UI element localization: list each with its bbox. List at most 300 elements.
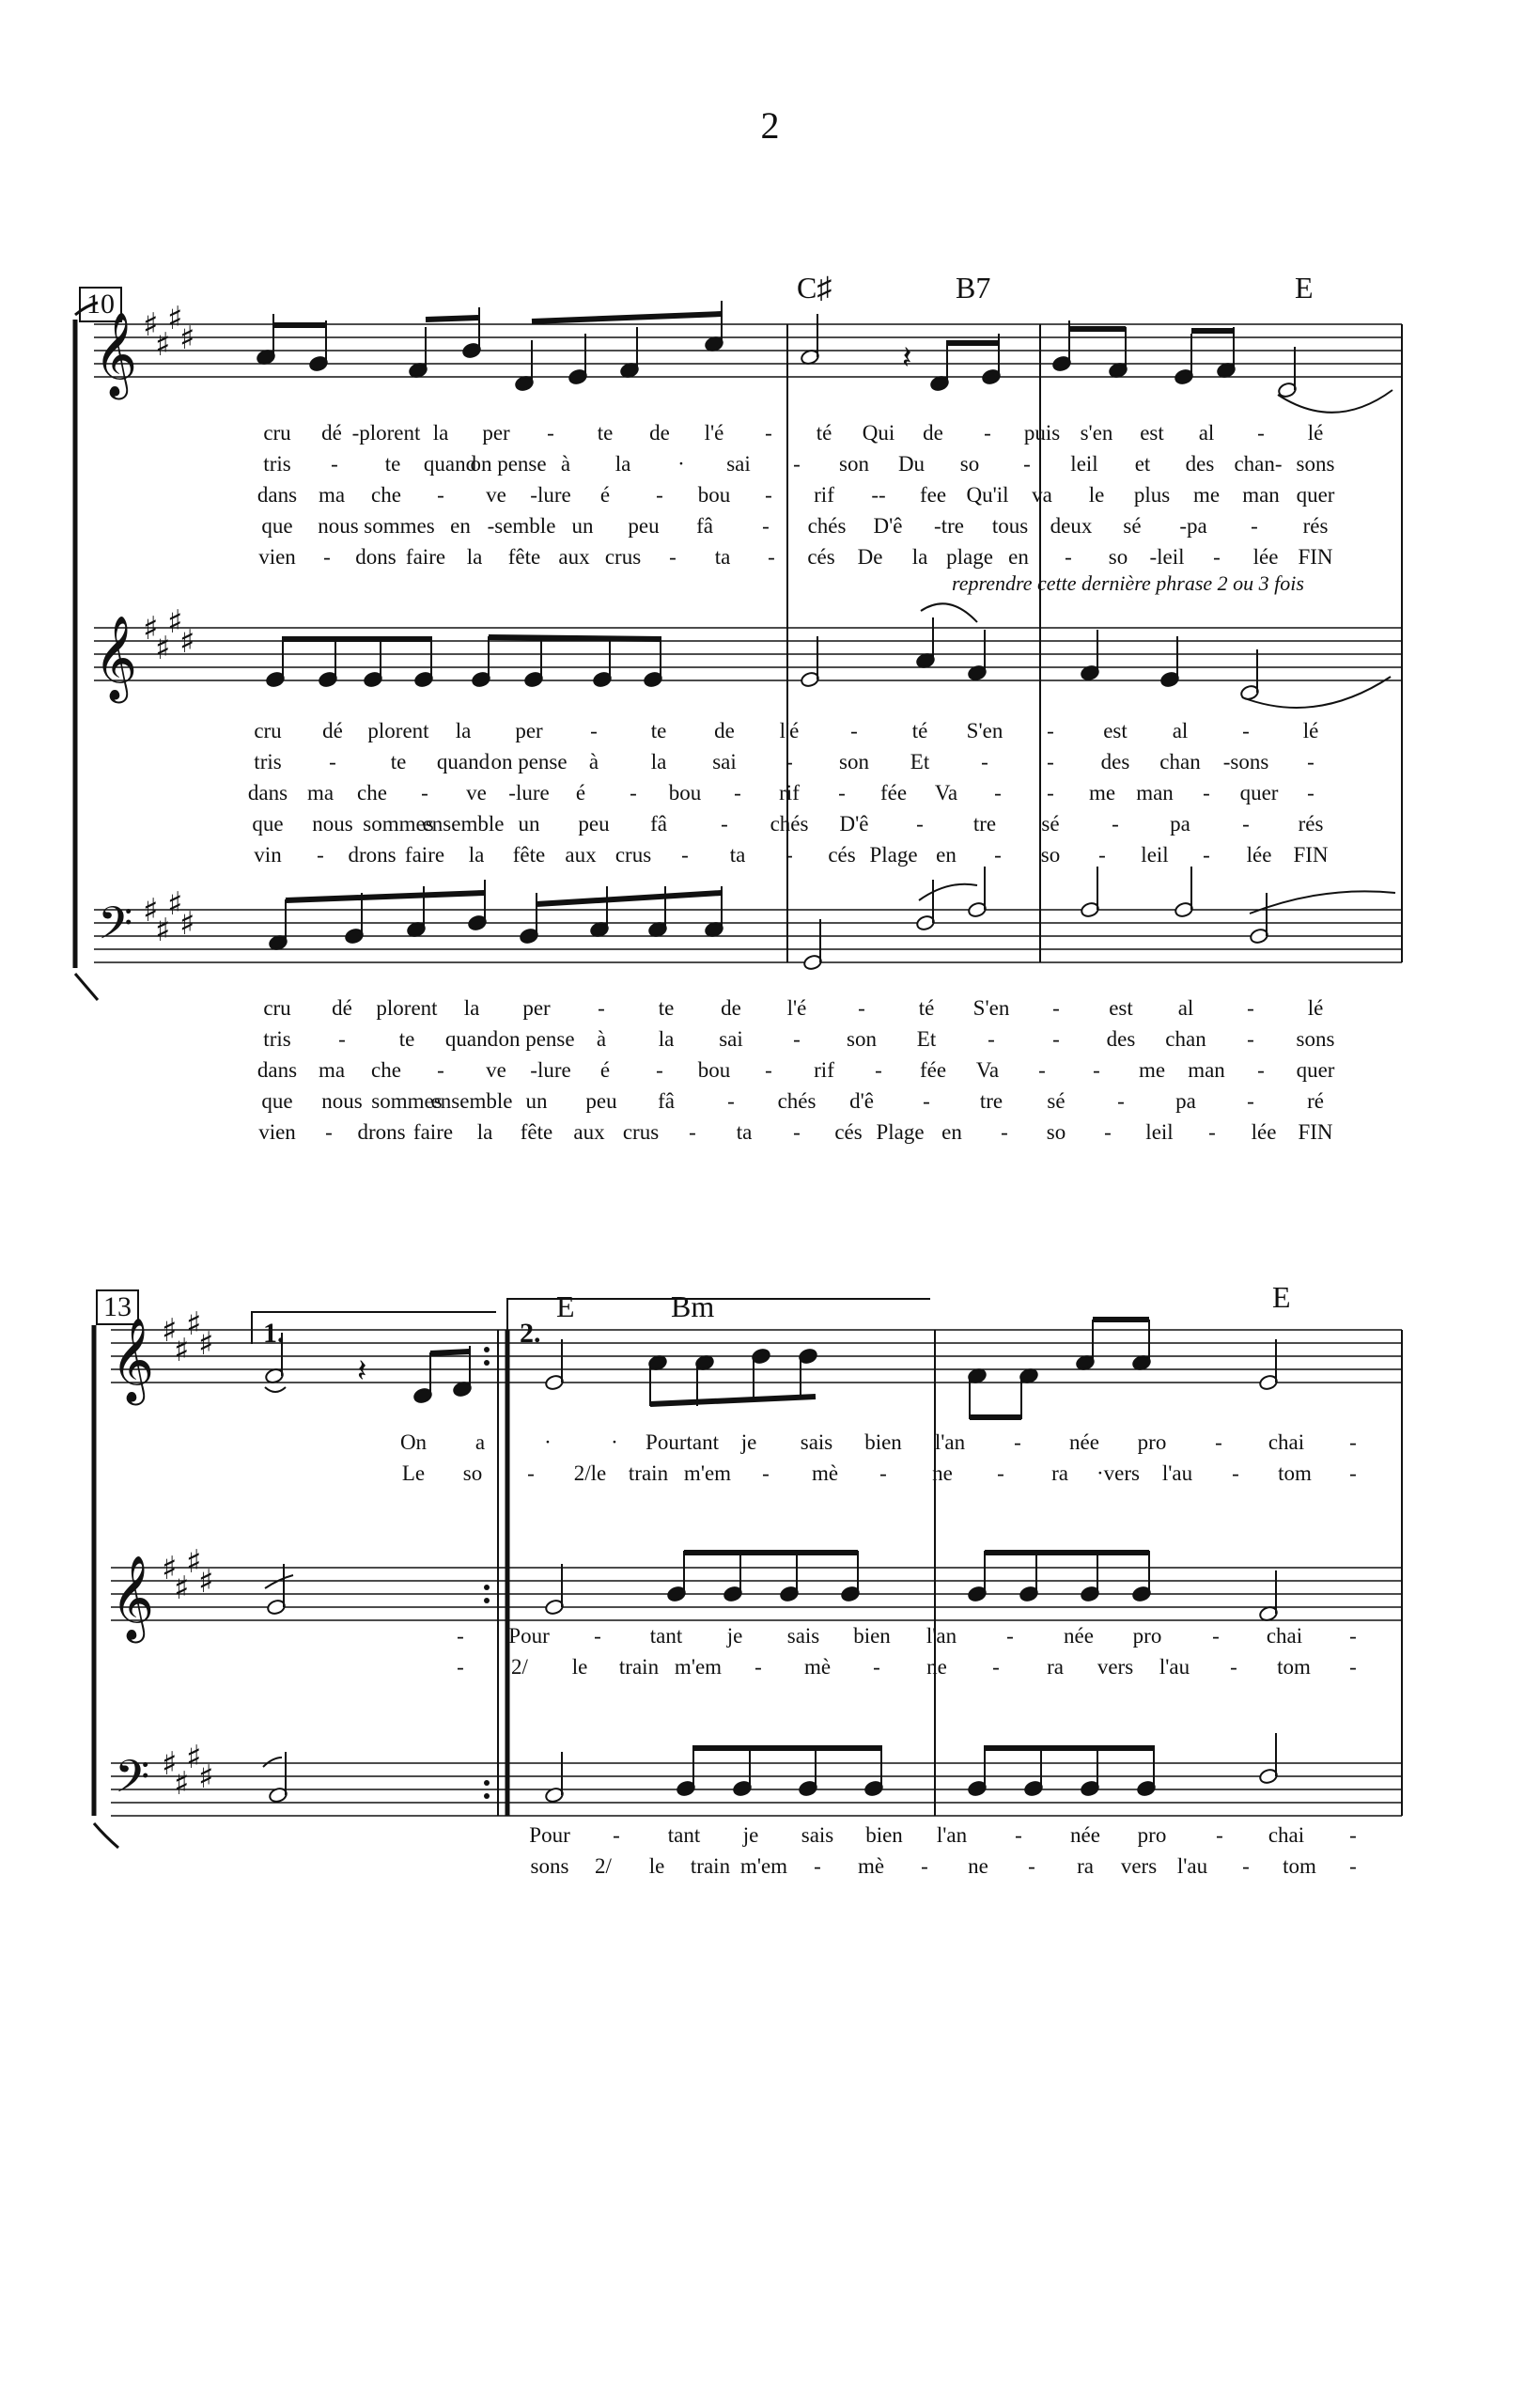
- lyric-syllable: vers: [1120, 1854, 1158, 1878]
- lyric-syllable: quer: [1296, 483, 1335, 507]
- sharp-sign: ♯: [162, 1745, 178, 1783]
- lyric-syllable: -: [325, 1120, 333, 1144]
- sharp-sign: ♯: [179, 905, 195, 943]
- slur: [265, 1575, 293, 1588]
- chord-e-2: E: [556, 1289, 575, 1323]
- lyric-syllable: pro: [1137, 1430, 1167, 1454]
- lyric-syllable: dé: [321, 421, 342, 445]
- lyric-syllable: chan: [1159, 750, 1201, 773]
- sharp-sign: ♯: [186, 1739, 202, 1776]
- lyric-syllable: sommes: [363, 812, 434, 836]
- lyric-syllable: -: [814, 1854, 821, 1878]
- lyric-syllable: man: [1242, 483, 1280, 507]
- lyric-syllable: al: [1177, 996, 1194, 1020]
- lyric-syllable: -: [681, 843, 689, 867]
- lyric-syllable: sais: [786, 1624, 820, 1648]
- lyric-syllable: cés: [828, 843, 856, 867]
- measure-number-13: 13: [96, 1289, 139, 1325]
- lyric-syllable: fâ: [650, 812, 667, 836]
- sharp-sign: ♯: [167, 885, 183, 923]
- chord-e-3: E: [1272, 1280, 1291, 1314]
- lyric-syllable: leil: [1145, 1120, 1174, 1144]
- lyric-syllable: Et: [916, 1027, 937, 1051]
- lyric-syllable: te: [390, 750, 407, 773]
- lyric-syllable: leil: [1141, 843, 1169, 867]
- sharp-sign: ♯: [155, 912, 171, 949]
- lyric-syllable: -: [1216, 1823, 1223, 1847]
- lyric-syllable: -: [1247, 996, 1254, 1020]
- lyric-syllable: son: [839, 750, 869, 773]
- sharp-sign: ♯: [174, 1765, 190, 1803]
- lyric-syllable: née: [1064, 1624, 1094, 1648]
- sharp-sign: ♯: [155, 326, 171, 364]
- lyric-syllable: man: [1136, 781, 1174, 805]
- lyric-syllable: des: [1100, 750, 1130, 773]
- lyric-syllable: so: [462, 1461, 483, 1485]
- lyric-syllable: fâ: [696, 514, 713, 538]
- sharp-sign: ♯: [167, 603, 183, 641]
- lyric-syllable: -: [1028, 1854, 1035, 1878]
- lyric-syllable: nous: [321, 1089, 363, 1113]
- lyric-syllable: quand: [436, 750, 490, 773]
- lyric-syllable: tre: [972, 812, 997, 836]
- lyric-syllable: ra: [1047, 1655, 1064, 1679]
- lyric-syllable: l'au: [1159, 1655, 1190, 1679]
- lyric-syllable: Qui: [862, 421, 895, 445]
- lyric-syllable: vien: [258, 1120, 296, 1144]
- lyric-syllable: crus: [622, 1120, 660, 1144]
- lyric-syllable: sé: [1047, 1089, 1066, 1113]
- slur: [919, 884, 977, 900]
- lyric-syllable: -: [527, 1461, 535, 1485]
- lyric-syllable: le: [1088, 483, 1105, 507]
- lyric-syllable: so: [1108, 545, 1128, 569]
- sharp-sign: ♯: [174, 1570, 190, 1607]
- lyric-syllable: l'an: [926, 1624, 957, 1648]
- lyric-syllable: le: [571, 1655, 588, 1679]
- lyric-syllable: -: [994, 843, 1002, 867]
- lyric-syllable: fête: [520, 1120, 553, 1144]
- lyric-syllable: rés: [1302, 514, 1329, 538]
- lyric-syllable: nous: [312, 812, 353, 836]
- lyric-syllable: bou: [697, 483, 731, 507]
- lyric-syllable: tre: [979, 1089, 1003, 1113]
- lyric-syllable: puis: [1023, 421, 1061, 445]
- lyric-syllable: té: [918, 996, 935, 1020]
- sharp-sign: ♯: [162, 1312, 178, 1350]
- sharp-sign: ♯: [198, 1758, 214, 1796]
- lyric-syllable: -: [786, 750, 793, 773]
- lyric-syllable: -pa: [1179, 514, 1207, 538]
- lyric-syllable: -: [1117, 1089, 1125, 1113]
- lyric-syllable: sons: [530, 1854, 569, 1878]
- lyric-syllable: -: [1349, 1430, 1357, 1454]
- lyric-syllable: -: [786, 843, 793, 867]
- beam: [537, 893, 722, 904]
- lyric-syllable: ne: [932, 1461, 953, 1485]
- lyric-syllable: -: [1203, 843, 1210, 867]
- lyric-syllable: fête: [507, 545, 541, 569]
- lyric-syllable: -lure: [530, 483, 571, 507]
- lyric-syllable: ·: [677, 452, 685, 476]
- lyric-syllable: FIN: [1298, 545, 1333, 569]
- lyric-syllable: -: [323, 545, 331, 569]
- lyric-syllable: en: [941, 1120, 962, 1144]
- lyric-syllable: train: [628, 1461, 669, 1485]
- slur: [265, 1387, 286, 1392]
- lyric-syllable: quer: [1296, 1058, 1335, 1082]
- lyric-syllable: sommes: [364, 514, 435, 538]
- system-bracket: [94, 1823, 118, 1848]
- lyric-syllable: rif: [779, 781, 800, 805]
- lyric-syllable: ta: [729, 843, 746, 867]
- lyric-syllable: té: [911, 719, 928, 742]
- lyric-syllable: ma: [318, 1058, 346, 1082]
- lyric-syllable: -: [921, 1854, 928, 1878]
- lyric-syllable: ré: [1307, 1089, 1324, 1113]
- lyric-syllable: te: [597, 421, 614, 445]
- beam: [430, 1351, 470, 1353]
- lyric-syllable: est: [1103, 719, 1128, 742]
- lyric-syllable: bien: [865, 1823, 903, 1847]
- lyric-syllable: aux: [565, 843, 597, 867]
- slur: [1242, 677, 1391, 708]
- sharp-sign: ♯: [179, 320, 195, 357]
- lyric-syllable: FIN: [1298, 1120, 1333, 1144]
- lyric-syllable: la: [455, 719, 472, 742]
- lyric-syllable: m'em: [683, 1461, 732, 1485]
- lyric-syllable: l'an: [936, 1823, 968, 1847]
- lyric-syllable: train: [618, 1655, 660, 1679]
- quarter-rest: 𝄽: [357, 1352, 367, 1390]
- lyric-syllable: que: [252, 812, 284, 836]
- lyric-syllable: -: [992, 1655, 1000, 1679]
- lyric-syllable: vien: [258, 545, 296, 569]
- lyric-syllable: me: [1088, 781, 1116, 805]
- lyric-syllable: la: [650, 750, 667, 773]
- lyric-syllable: -lure: [508, 781, 550, 805]
- lyric-syllable: des: [1185, 452, 1215, 476]
- lyric-syllable: lé: [1307, 996, 1324, 1020]
- sharp-sign: ♯: [179, 623, 195, 661]
- lyric-syllable: -: [317, 843, 324, 867]
- sharp-sign: ♯: [143, 610, 159, 648]
- sharp-sign: ♯: [143, 306, 159, 344]
- lyric-syllable: ma: [318, 483, 346, 507]
- lyric-syllable: peu: [585, 1089, 617, 1113]
- lyric-syllable: pa: [1175, 1089, 1196, 1113]
- lyric-syllable: ·: [544, 1430, 552, 1454]
- lyric-syllable: en: [1008, 545, 1029, 569]
- lyric-syllable: -: [879, 1461, 887, 1485]
- lyric-syllable: fée: [919, 1058, 947, 1082]
- lyric-syllable: en: [936, 843, 957, 867]
- lyric-syllable: -: [1242, 812, 1250, 836]
- lyric-syllable: -: [1349, 1624, 1357, 1648]
- lyric-syllable: un: [525, 1089, 548, 1113]
- lyric-syllable: é: [599, 1058, 611, 1082]
- lyric-syllable: vers: [1097, 1655, 1134, 1679]
- volta-bracket: [507, 1299, 930, 1344]
- lyric-syllable: -: [1349, 1854, 1357, 1878]
- beam: [532, 314, 722, 321]
- repeat-dot: [484, 1585, 490, 1590]
- lyric-syllable: chés: [770, 812, 809, 836]
- lyric-syllable: la: [911, 545, 928, 569]
- lyric-syllable: on pense: [470, 452, 547, 476]
- lyric-syllable: l'é: [704, 421, 724, 445]
- lyric-syllable: un: [518, 812, 540, 836]
- lyric-syllable: -: [1098, 843, 1106, 867]
- lyric-syllable: -: [1047, 750, 1054, 773]
- treble-clef: 𝄞: [111, 1318, 155, 1402]
- lyric-syllable: l'an: [934, 1430, 966, 1454]
- lyric-syllable: chés: [807, 514, 847, 538]
- lyric-syllable: tom: [1278, 1461, 1312, 1485]
- lyric-syllable: S'en: [966, 719, 1003, 742]
- lyric-syllable: leil: [1070, 452, 1098, 476]
- sharp-sign: ♯: [198, 1563, 214, 1601]
- lyric-syllable: -: [923, 1089, 930, 1113]
- lyric-syllable: -: [765, 483, 772, 507]
- sharp-sign: ♯: [167, 300, 183, 337]
- lyric-syllable: -: [338, 1027, 346, 1051]
- lyric-syllable: je: [742, 1823, 759, 1847]
- lyric-syllable: ·: [611, 1430, 618, 1454]
- lyric-syllable: -: [793, 1027, 801, 1051]
- lyric-syllable: -: [1038, 1058, 1046, 1082]
- lyric-syllable: -leil: [1149, 545, 1185, 569]
- lyric-syllable: D'ê: [839, 812, 869, 836]
- lyric-syllable: -: [1047, 781, 1054, 805]
- lyric-syllable: -: [1242, 1854, 1250, 1878]
- lyric-syllable: sai: [719, 1027, 743, 1051]
- lyric-syllable: -: [669, 545, 677, 569]
- lyric-syllable: -: [1251, 514, 1258, 538]
- lyric-syllable: -: [734, 781, 741, 805]
- lyric-syllable: mè: [803, 1655, 832, 1679]
- lyric-syllable: -: [598, 996, 605, 1020]
- lyric-syllable: Le: [401, 1461, 426, 1485]
- repeat-instruction: reprendre cette dernière phrase 2 ou 3 fois: [952, 571, 1304, 595]
- lyric-syllable: tris: [254, 750, 282, 773]
- lyric-syllable: faire: [412, 1120, 454, 1144]
- lyric-syllable: -: [793, 1120, 801, 1144]
- lyric-syllable: ensemble: [422, 812, 505, 836]
- lyric-syllable: pa: [1170, 812, 1190, 836]
- lyric-syllable: bien: [853, 1624, 891, 1648]
- lyric-syllable: -: [1257, 421, 1265, 445]
- lyric-syllable: -: [981, 750, 988, 773]
- sharp-sign: ♯: [155, 630, 171, 667]
- lyric-syllable: d'ê: [849, 1089, 874, 1113]
- lyric-syllable: lé: [1307, 421, 1324, 445]
- lyric-syllable: -: [1047, 719, 1054, 742]
- lyric-syllable: fée: [879, 781, 908, 805]
- lyric-syllable: -: [590, 719, 598, 742]
- lyric-syllable: -: [1247, 1089, 1254, 1113]
- lyric-syllable: ra: [1051, 1461, 1068, 1485]
- lyric-syllable: -: [421, 781, 428, 805]
- sharp-sign: ♯: [186, 1543, 202, 1581]
- lyric-syllable: -: [997, 1461, 1004, 1485]
- lyric-syllable: à: [596, 1027, 607, 1051]
- lyric-syllable: che: [371, 1058, 401, 1082]
- lyric-syllable: é: [575, 781, 586, 805]
- lyric-syllable: Pour: [508, 1624, 550, 1648]
- lyric-syllable: son: [847, 1027, 877, 1051]
- lyric-syllable: tom: [1277, 1655, 1311, 1679]
- lyric-syllable: dans: [247, 781, 288, 805]
- lyric-syllable: ma: [306, 781, 334, 805]
- lyric-syllable: deux: [1050, 514, 1093, 538]
- lyric-syllable: née: [1069, 1430, 1099, 1454]
- lyric-syllable: -: [1006, 1624, 1014, 1648]
- lyric-syllable: per: [482, 421, 510, 445]
- lyric-syllable: -semble: [487, 514, 556, 538]
- lyric-syllable: -: [1112, 812, 1119, 836]
- lyric-syllable: chai: [1268, 1430, 1305, 1454]
- lyric-syllable: -: [875, 1058, 882, 1082]
- lyric-syllable: sommes: [371, 1089, 443, 1113]
- lyric-syllable: chan-: [1234, 452, 1283, 476]
- beam: [650, 1397, 816, 1404]
- lyric-syllable: sons: [1296, 452, 1335, 476]
- slur: [921, 603, 977, 622]
- lyric-syllable: de: [714, 719, 735, 742]
- lyric-syllable: -: [1023, 452, 1031, 476]
- lyric-syllable: -: [1015, 1823, 1022, 1847]
- lyric-syllable: te: [398, 1027, 415, 1051]
- lyric-syllable: cru: [263, 996, 291, 1020]
- sharp-sign: ♯: [143, 892, 159, 930]
- lyric-syllable: -: [656, 1058, 663, 1082]
- lyric-syllable: sais: [801, 1823, 834, 1847]
- lyric-syllable: -: [1208, 1120, 1216, 1144]
- sharp-sign: ♯: [186, 1305, 202, 1343]
- lyric-syllable: dé: [332, 996, 352, 1020]
- lyric-syllable: ve: [486, 483, 506, 507]
- lyric-syllable: quand: [444, 1027, 499, 1051]
- lyric-syllable: -: [1215, 1430, 1222, 1454]
- lyric-syllable: mè: [857, 1854, 885, 1878]
- lyric-syllable: m'em: [674, 1655, 723, 1679]
- lyric-syllable: Va: [975, 1058, 1000, 1082]
- sharp-sign: ♯: [174, 1332, 190, 1369]
- lyric-syllable: -: [850, 719, 858, 742]
- lyric-syllable: cés: [834, 1120, 863, 1144]
- lyric-syllable: nous: [318, 514, 359, 538]
- lyric-syllable: de: [923, 421, 943, 445]
- lyric-syllable: -: [916, 812, 924, 836]
- bass-clef: 𝄢: [98, 897, 133, 961]
- lyric-syllable: ensemble: [430, 1089, 513, 1113]
- lyric-syllable: ve: [486, 1058, 506, 1082]
- lyric-syllable: per: [522, 996, 551, 1020]
- lyric-syllable: -: [457, 1624, 464, 1648]
- lyric-syllable: je: [726, 1624, 743, 1648]
- lyric-syllable: quer: [1239, 781, 1279, 805]
- lyric-syllable: S'en: [972, 996, 1010, 1020]
- lyric-syllable: l'au: [1161, 1461, 1193, 1485]
- lyric-syllable: plus: [1133, 483, 1171, 507]
- lyric-syllable: aux: [558, 545, 590, 569]
- lyric-syllable: Pourtant: [646, 1430, 719, 1454]
- lyric-syllable: -: [1052, 996, 1060, 1020]
- lyric-syllable: -: [1093, 1058, 1100, 1082]
- lyric-syllable: -: [765, 421, 772, 445]
- lyric-syllable: Du: [897, 452, 926, 476]
- lyric-syllable: drons: [357, 1120, 406, 1144]
- lyric-syllable: bou: [668, 781, 702, 805]
- lyric-syllable: ta: [736, 1120, 753, 1144]
- lyric-syllable: la: [466, 545, 483, 569]
- volta-bracket: [252, 1312, 496, 1344]
- lyric-syllable: rés: [1298, 812, 1324, 836]
- lyric-syllable: -: [1001, 1120, 1008, 1144]
- lyric-syllable: va: [1032, 483, 1052, 507]
- lyric-syllable: que: [261, 514, 293, 538]
- volta-1-label: 1.: [263, 1318, 285, 1349]
- lyric-syllable: so: [1046, 1120, 1066, 1144]
- lyric-syllable: Plage: [876, 1120, 925, 1144]
- chord-bm: Bm: [671, 1289, 715, 1323]
- lyric-syllable: -: [1052, 1027, 1060, 1051]
- lyric-syllable: cru: [263, 421, 291, 445]
- repeat-dot: [484, 1793, 490, 1799]
- lyric-syllable: -: [630, 781, 637, 805]
- lyric-syllable: so: [1040, 843, 1061, 867]
- lyric-syllable: ·vers: [1097, 1461, 1140, 1485]
- lyric-syllable: lée: [1251, 1120, 1277, 1144]
- lyric-syllable: la: [658, 1027, 675, 1051]
- lyric-syllable: -: [762, 514, 770, 538]
- lyric-syllable: -: [858, 996, 865, 1020]
- lyric-syllable: tris: [263, 1027, 291, 1051]
- lyric-syllable: cés: [807, 545, 835, 569]
- lyric-syllable: tous: [991, 514, 1029, 538]
- lyric-syllable: Va: [934, 781, 958, 805]
- beam: [286, 893, 485, 900]
- slur: [1278, 390, 1392, 413]
- lyric-syllable: -: [437, 483, 444, 507]
- lyric-syllable: on pense: [498, 1027, 575, 1051]
- lyric-syllable: crus: [614, 843, 652, 867]
- lyric-syllable: per: [515, 719, 543, 742]
- lyric-syllable: ne: [926, 1655, 947, 1679]
- lyric-syllable: te: [650, 719, 667, 742]
- lyric-syllable: -: [457, 1655, 464, 1679]
- lyric-syllable: -: [1349, 1461, 1357, 1485]
- lyric-syllable: rif: [814, 483, 834, 507]
- lyric-syllable: -: [721, 812, 728, 836]
- lyric-syllable: -: [1065, 545, 1072, 569]
- lyric-syllable: FIN: [1293, 843, 1329, 867]
- lyric-syllable: s'en: [1080, 421, 1113, 445]
- lyric-syllable: de: [649, 421, 670, 445]
- lyric-syllable: cru: [254, 719, 282, 742]
- lyric-syllable: -: [873, 1655, 880, 1679]
- lyric-syllable: la: [432, 421, 449, 445]
- lyric-syllable: 2/: [595, 1854, 612, 1878]
- lyric-syllable: sé: [1041, 812, 1060, 836]
- lyric-syllable: plage: [946, 545, 993, 569]
- lyric-syllable: la: [468, 843, 485, 867]
- lyric-syllable: -: [594, 1624, 601, 1648]
- lyric-syllable: -: [762, 1461, 770, 1485]
- lyric-syllable: 2/le: [573, 1461, 607, 1485]
- lyric-syllable: Et: [910, 750, 930, 773]
